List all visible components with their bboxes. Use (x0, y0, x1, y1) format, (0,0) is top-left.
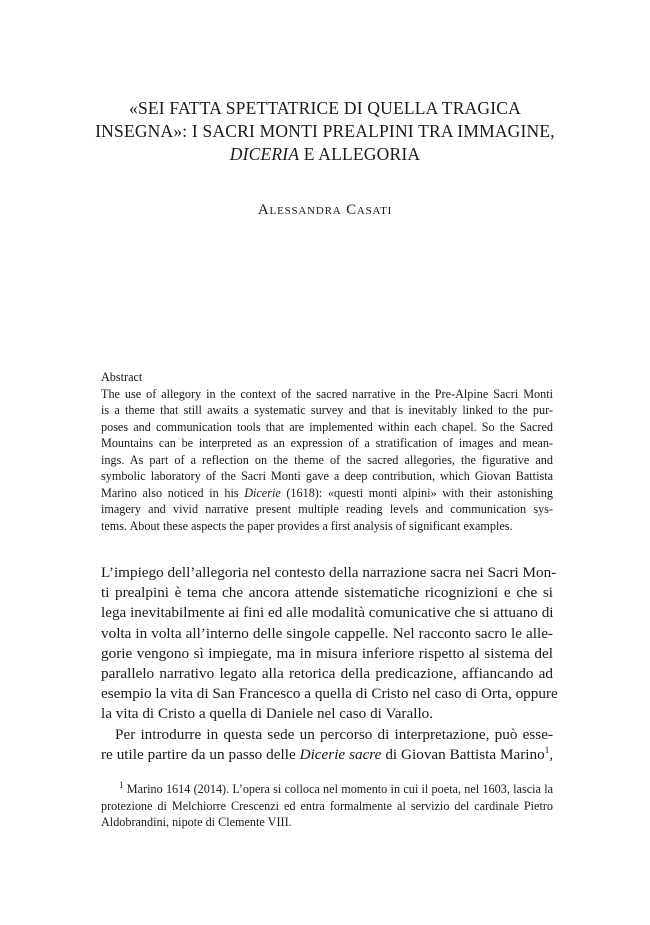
abstract-line: ings. As part of a reflection on the theme of the sacred allegories, the figurative and (101, 452, 553, 467)
abstract-italic: Dicerie (244, 485, 281, 500)
body-text-run: re utile partire da un passo delle (101, 745, 300, 763)
footnote-line: protezione di Melchiorre Crescenzi ed entra formalmente al servizio del cardinale Pietro (101, 798, 553, 813)
abstract-line: Mountains can be interpreted as an expression of a stratification of images and mean- (101, 436, 553, 450)
body-line: ti prealpini è tema che ancora attende sistematiche ricognizioni e che si (101, 584, 553, 602)
body-line: gorie vengono sì impiegate, ma in misura inferiore rispetto al sistema del (101, 644, 553, 662)
abstract-line: The use of allegory in the context of the sacred narrative in the Pre-Alpine Sacri Monti (101, 386, 553, 401)
abstract-heading: Abstract (101, 370, 143, 384)
abstract-text: (1618): «questi monti alpini» with their astonishing (280, 485, 553, 500)
body-line: L’impiego dell’allegoria nel contesto della narrazione sacra nei Sacri Mon- (101, 564, 557, 581)
body-line: volta in volta all’interno delle singole cappelle. Nel racconto sacro le alle- (101, 624, 553, 642)
body-text-run: di Giovan Battista Marino (381, 745, 545, 763)
body-line: esempio la vita di San Francesco a quella di Cristo nel caso di Orta, oppure (101, 685, 558, 703)
abstract-line: tems. About these aspects the paper provides a first analysis of significant examples. (101, 518, 513, 533)
footnote-text: Marino 1614 (2014). L’opera si colloca nel momento in cui il poeta, nel 1603, lascia la (123, 782, 553, 796)
footnote-number: 1 (119, 779, 124, 790)
title-line-2: INSEGNA»: I SACRI MONTI PREALPINI TRA IMMAGINE, (95, 121, 555, 141)
abstract-text: Marino also noticed in his (101, 485, 245, 500)
body-line (101, 745, 553, 765)
body-italic: Dicerie sacre (299, 745, 382, 763)
body-line: parallelo narrativo legato alla retorica della predicazione, affiancando ad (101, 665, 553, 683)
abstract-line (101, 485, 553, 502)
abstract (101, 369, 553, 534)
body-text (101, 563, 558, 765)
title-line-3-rest: E ALLEGORIA (299, 144, 421, 164)
footnote-line: Aldobrandini, nipote di Clemente VIII. (101, 815, 292, 829)
abstract-line: is a theme that still awaits a systematic survey and that is inevitably linked to the pur- (101, 403, 553, 417)
abstract-line: symbolic laboratory of the Sacri Monti gave a deep contribution, which Giovan Battista (101, 469, 553, 483)
title-italic-word: DICERIA (229, 144, 300, 164)
abstract-line: poses and communication tools that are implemented within each chapel. So the Sacred (101, 419, 553, 434)
body-text-run: , (549, 745, 553, 763)
footnote-line (101, 781, 553, 798)
footnote-ref[interactable]: 1 (544, 744, 550, 755)
body-line: la vita di Cristo a quella di Daniele nel caso di Varallo. (101, 705, 434, 723)
abstract-line: imagery and vivid narrative present multiple reading levels and communication sys- (101, 502, 553, 516)
body-line: lega inevitabilmente ai fini ed alle modalità comunicative che si attuano di (101, 604, 554, 622)
body-line: Per introdurre in questa sede un percorso di interpretazione, può esse- (115, 725, 553, 743)
author-name: Alessandra Casati (257, 202, 393, 218)
footnote (101, 781, 553, 831)
paper-title (60, 97, 590, 166)
title-line-3 (60, 143, 590, 166)
title-line-1: «SEI FATTA SPETTATRICE DI QUELLA TRAGICA (129, 98, 521, 118)
